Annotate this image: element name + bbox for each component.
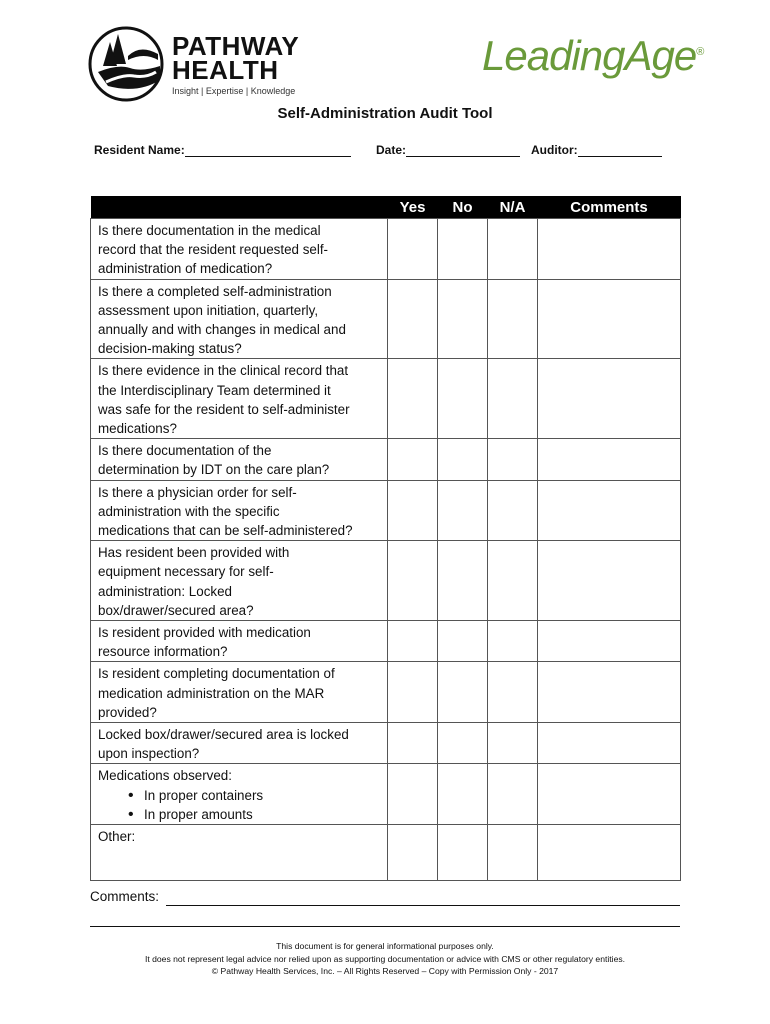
na-cell[interactable] <box>488 359 538 439</box>
question-line: Other: <box>98 829 136 845</box>
leadingage-wordmark-text: LeadingAge <box>482 32 697 79</box>
na-cell[interactable] <box>488 621 538 662</box>
page-title: Self-Administration Audit Tool <box>277 105 493 122</box>
question-line: Is there documentation of the <box>98 443 272 459</box>
column-header-no: No <box>438 196 488 219</box>
no-cell[interactable] <box>438 279 488 359</box>
date-label: Date: <box>376 143 407 157</box>
question-line: box/drawer/secured area? <box>98 602 254 618</box>
pathway-emblem-icon <box>88 24 168 104</box>
yes-cell[interactable] <box>388 723 438 764</box>
question-cell <box>91 621 388 662</box>
comments-cell[interactable] <box>538 359 681 439</box>
question-line: Is resident completing documentation of <box>98 666 335 682</box>
yes-cell[interactable] <box>388 219 438 280</box>
comments-cell[interactable] <box>538 279 681 359</box>
bullet-list <box>98 786 381 824</box>
column-header-question <box>91 196 388 219</box>
yes-cell[interactable] <box>388 480 438 541</box>
comments-line[interactable] <box>166 905 680 906</box>
question-line: Is there evidence in the clinical record that <box>98 363 349 379</box>
bullet-item: • In proper containers <box>128 786 381 805</box>
table-header-row <box>91 196 681 219</box>
question-line: Is resident provided with medication <box>98 625 311 641</box>
question-cell <box>91 279 388 359</box>
pathway-wordmark <box>172 31 300 85</box>
pathway-tagline: Insight | Expertise | Knowledge <box>172 86 296 96</box>
resident-name-blank[interactable] <box>185 144 351 157</box>
question-line: upon inspection? <box>98 746 200 762</box>
question-line: the Interdisciplinary Team determined it <box>98 382 331 398</box>
no-cell[interactable] <box>438 359 488 439</box>
question-line: administration: Locked <box>98 583 232 599</box>
leadingage-wordmark <box>482 32 703 80</box>
no-cell[interactable] <box>438 219 488 280</box>
question-cell <box>91 219 388 280</box>
question-cell <box>91 359 388 439</box>
pathway-health-logo <box>88 24 308 104</box>
question-line: Has resident been provided with <box>98 545 290 561</box>
table-row <box>91 621 681 662</box>
na-cell[interactable] <box>488 662 538 723</box>
column-header-na: N/A <box>488 196 538 219</box>
question-line: assessment upon initiation, quarterly, <box>98 302 319 318</box>
no-cell[interactable] <box>438 480 488 541</box>
yes-cell[interactable] <box>388 662 438 723</box>
question-cell <box>91 439 388 480</box>
question-cell <box>91 662 388 723</box>
question-line: medication administration on the MAR <box>98 685 325 701</box>
table-row <box>91 662 681 723</box>
yes-cell[interactable] <box>388 825 438 881</box>
audit-table <box>90 196 681 881</box>
question-line: resource information? <box>98 644 228 660</box>
footer <box>0 940 770 978</box>
question-line: decision-making status? <box>98 341 242 357</box>
comments-cell[interactable] <box>538 662 681 723</box>
registered-mark: ® <box>696 46 704 58</box>
pathway-wordmark-line2: HEALTH <box>172 55 279 85</box>
yes-cell[interactable] <box>388 359 438 439</box>
na-cell[interactable] <box>488 219 538 280</box>
na-cell[interactable] <box>488 541 538 621</box>
no-cell[interactable] <box>438 541 488 621</box>
footer-copyright: © Pathway Health Services, Inc. – All Rights Reserved – Copy with Permission Only - 2017 <box>211 966 559 977</box>
question-line: Is there a completed self-administration <box>98 283 332 299</box>
question-line: equipment necessary for self- <box>98 564 274 580</box>
question-cell <box>91 480 388 541</box>
question-line: Is there documentation in the medical <box>98 223 321 238</box>
yes-cell[interactable] <box>388 621 438 662</box>
comments-cell[interactable] <box>538 621 681 662</box>
comments-cell[interactable] <box>538 480 681 541</box>
question-line: Locked box/drawer/secured area is locked <box>98 727 349 743</box>
comments-cell[interactable] <box>538 219 681 280</box>
no-cell[interactable] <box>438 825 488 881</box>
question-line: Medications observed: <box>98 768 232 784</box>
table-row <box>91 764 681 825</box>
question-line: administration of medication? <box>98 261 273 277</box>
table-row <box>91 279 681 359</box>
na-cell[interactable] <box>488 439 538 480</box>
comments-cell[interactable] <box>538 723 681 764</box>
na-cell[interactable] <box>488 480 538 541</box>
na-cell[interactable] <box>488 764 538 825</box>
bullet-item: • In proper amounts <box>128 805 381 824</box>
question-line: Is there a physician order for self- <box>98 484 297 500</box>
comments-label: Comments: <box>90 889 160 904</box>
pathway-wordmark-line1: PATHWAY <box>172 31 300 61</box>
question-cell <box>91 825 388 881</box>
question-cell <box>91 541 388 621</box>
comments-line-2[interactable] <box>90 926 680 927</box>
comments-cell[interactable] <box>538 439 681 480</box>
column-header-yes: Yes <box>388 196 438 219</box>
auditor-label: Auditor: <box>531 143 578 157</box>
footer-line: This document is for general informational purposes only. <box>276 941 494 951</box>
na-cell[interactable] <box>488 279 538 359</box>
no-cell[interactable] <box>438 621 488 662</box>
na-cell[interactable] <box>488 825 538 881</box>
comments-cell[interactable] <box>538 764 681 825</box>
question-line: record that the resident requested self- <box>98 242 329 258</box>
table-row <box>91 219 681 280</box>
no-cell[interactable] <box>438 662 488 723</box>
table-row <box>91 825 681 881</box>
question-line: medications that can be self-administered? <box>98 523 353 539</box>
footer-line: It does not represent legal advice nor relied upon as supporting documentation or advice with CMS or other regulatory entities. <box>144 953 626 964</box>
question-cell <box>91 764 388 825</box>
question-line: annually and with changes in medical and <box>98 322 346 338</box>
question-line: determination by IDT on the care plan? <box>98 462 330 478</box>
table-row <box>91 480 681 541</box>
no-cell[interactable] <box>438 723 488 764</box>
auditor-blank[interactable] <box>578 144 662 157</box>
table-row <box>91 723 681 764</box>
comments-cell[interactable] <box>538 825 681 881</box>
yes-cell[interactable] <box>388 439 438 480</box>
question-line: was safe for the resident to self-administer <box>98 401 350 417</box>
question-line: medications? <box>98 421 177 437</box>
yes-cell[interactable] <box>388 541 438 621</box>
yes-cell[interactable] <box>388 279 438 359</box>
question-cell <box>91 723 388 764</box>
auditor-field[interactable] <box>531 143 662 157</box>
table-row <box>91 359 681 439</box>
leadingage-logo <box>476 18 704 90</box>
column-header-comments: Comments <box>538 196 681 219</box>
table-row <box>91 439 681 480</box>
comments-cell[interactable] <box>538 541 681 621</box>
resident-name-label: Resident Name: <box>94 143 185 157</box>
table-row <box>91 541 681 621</box>
na-cell[interactable] <box>488 723 538 764</box>
yes-cell[interactable] <box>388 764 438 825</box>
resident-name-field[interactable] <box>94 143 351 157</box>
question-line: provided? <box>98 704 157 720</box>
no-cell[interactable] <box>438 764 488 825</box>
no-cell[interactable] <box>438 439 488 480</box>
date-field[interactable] <box>376 143 520 157</box>
date-blank[interactable] <box>406 144 520 157</box>
question-line: administration with the specific <box>98 503 280 519</box>
